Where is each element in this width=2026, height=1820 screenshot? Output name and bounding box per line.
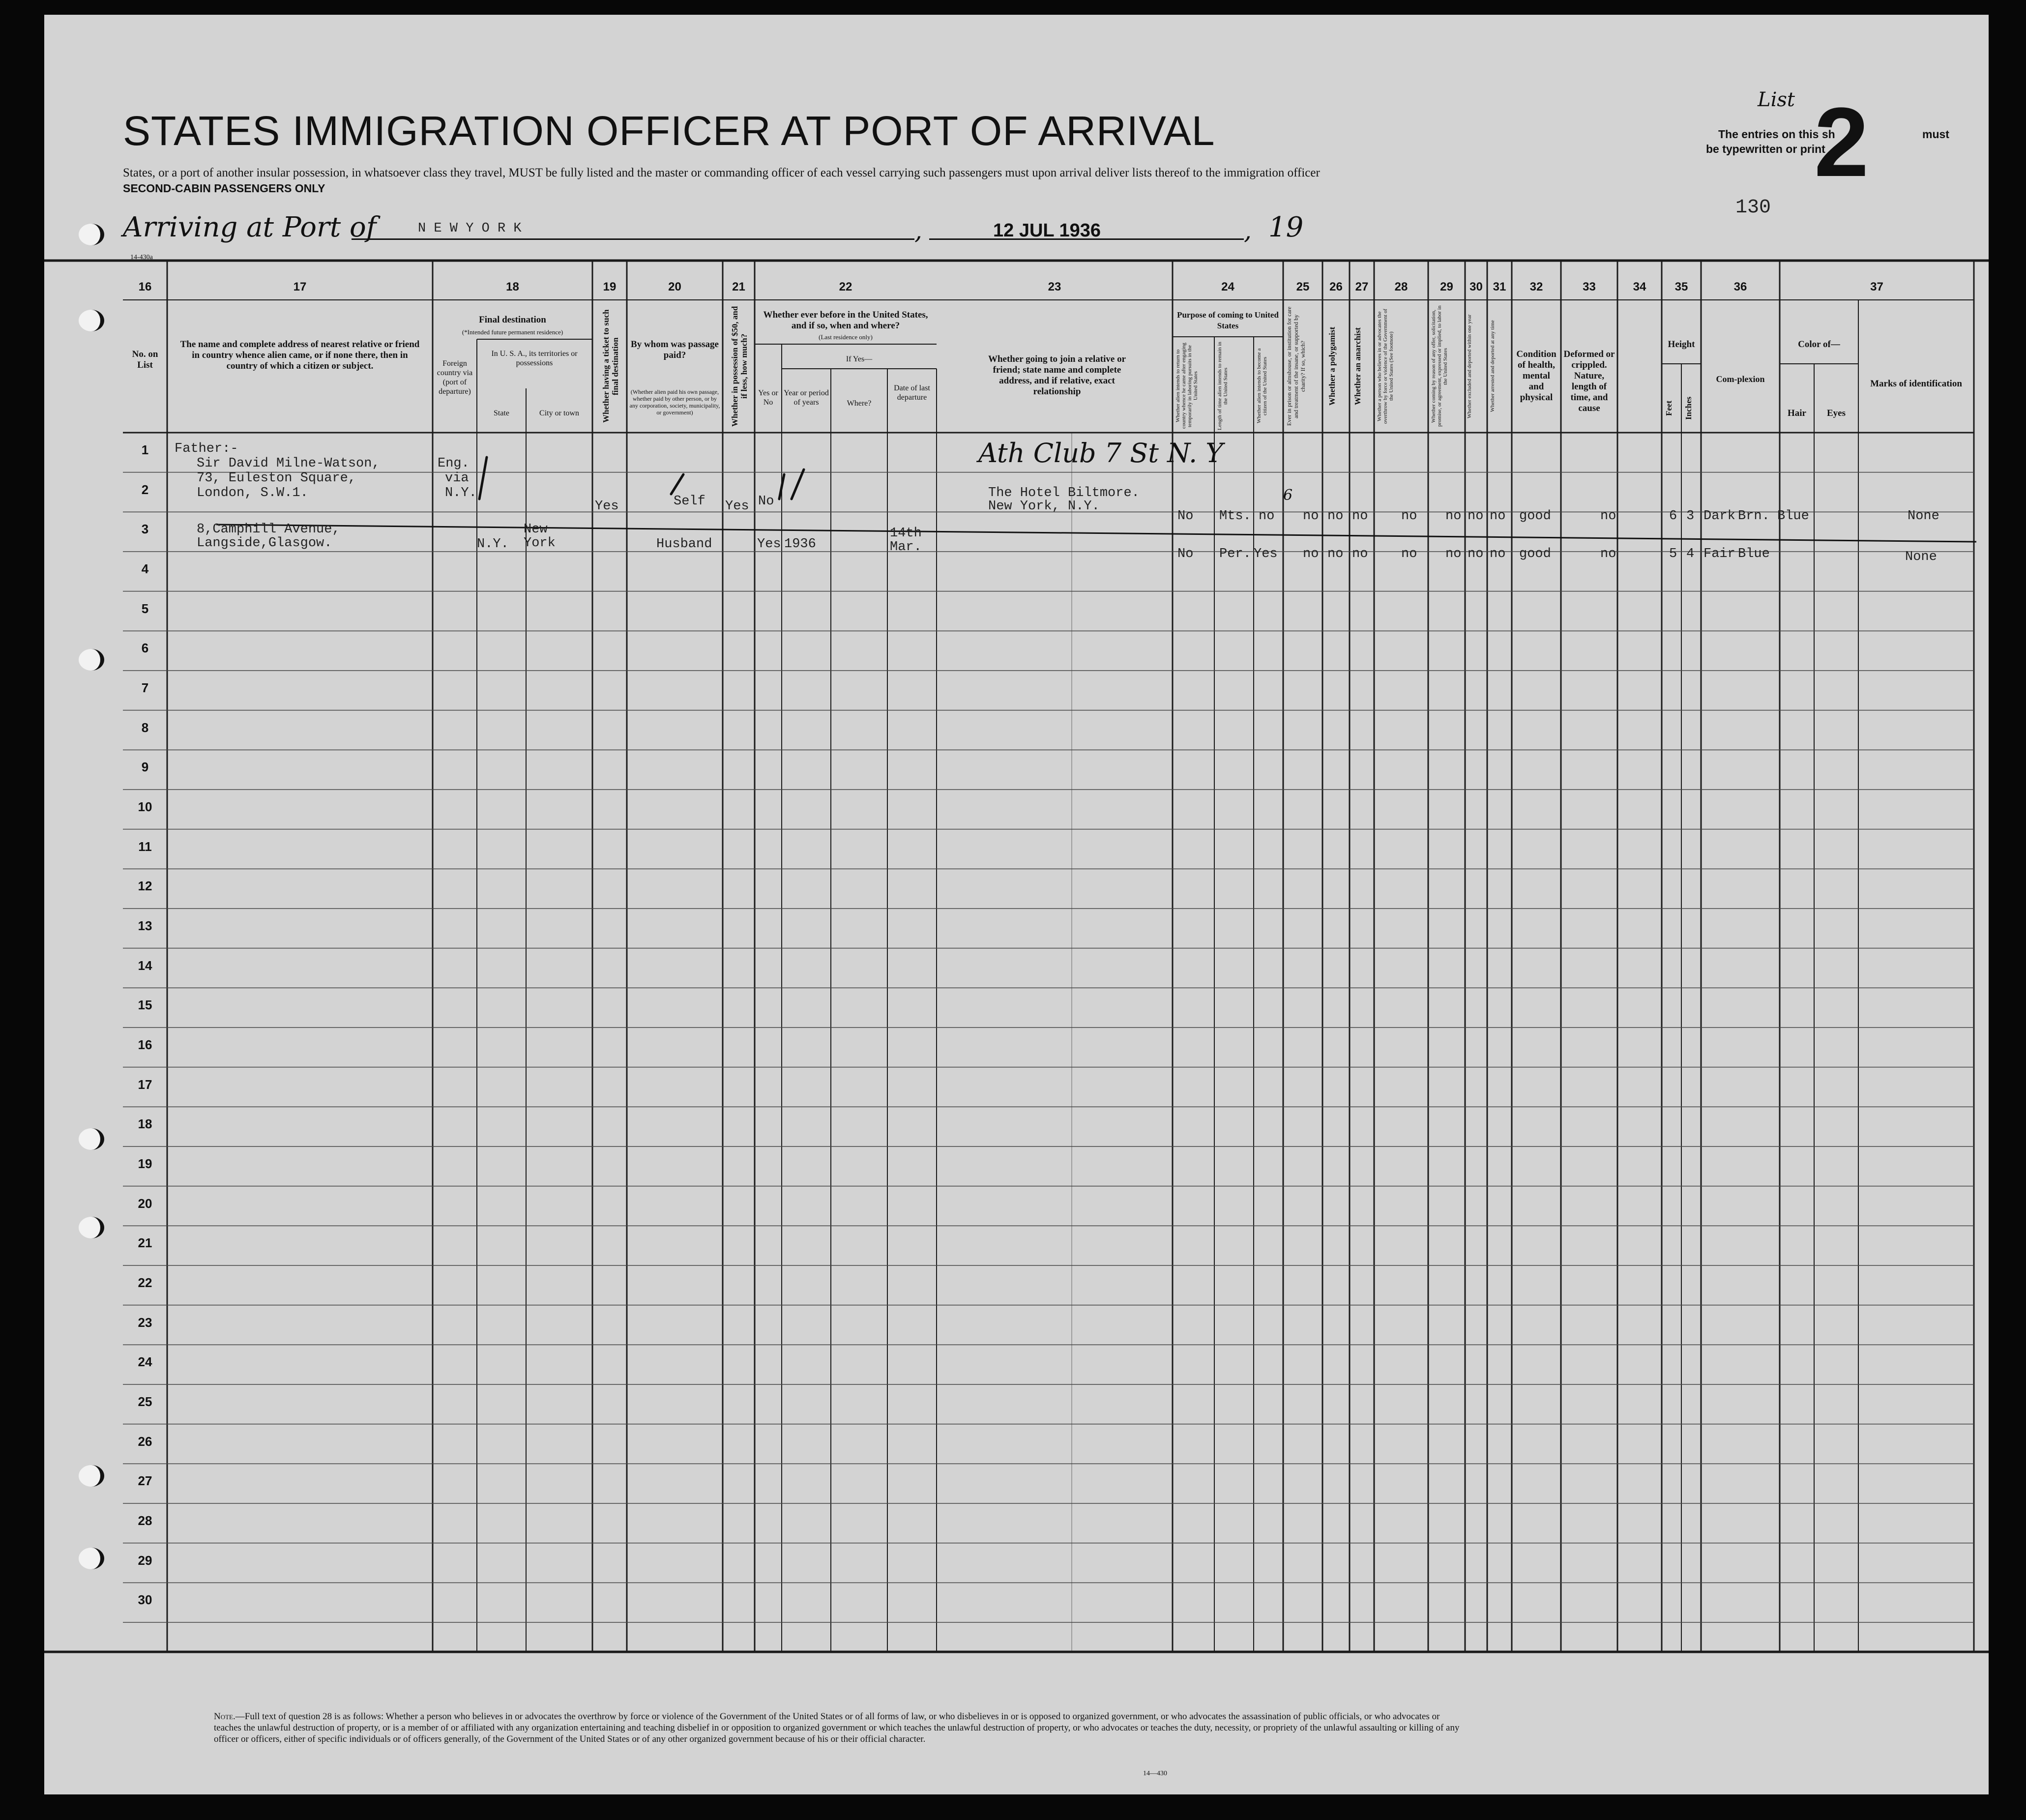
entry-1-joining-handwritten: Ath Club 7 St N. Y xyxy=(978,438,1223,469)
arriving-label: Arriving at Port of xyxy=(123,211,377,243)
entry-2-relative-line-2: Langside,Glasgow. xyxy=(197,536,332,551)
entry-1-feet: 6 xyxy=(1669,509,1677,524)
header-joining: Whether going to join a relative or friend; state name and complete address, and if relative, exact relationship xyxy=(988,354,1126,397)
entry-1-joining-1: The Hotel Biltmore. xyxy=(988,486,1140,500)
col-num: 37 xyxy=(1870,280,1883,294)
header-state: State xyxy=(494,409,509,417)
list-number: 2 xyxy=(1814,88,1869,197)
entry-2-state: N.Y. xyxy=(477,537,509,552)
header-foreign-country: Foreign country via (port of departure) xyxy=(437,359,473,396)
entry-2-question-29: no xyxy=(1445,547,1462,561)
header-ticket: Whether having a ticket to such final destination xyxy=(601,309,620,423)
header-height: Height xyxy=(1668,339,1695,350)
footnote-text: —Full text of question 28 is as follows: Whether a person who believes in or advocates the overthrow by force or violence of the Government of the United States or of all forms of law, or who disbelieves in or is opposed to organized government, or who advocates the assassination of public officials, or who advocates or teaches the unlawful destruction of property, or is a member of or affiliated with any organization entertaining and teaching disbelief in or opposition to organized government or which teaches the unlawful destruction of property, or who advocates or teaches the duty, necessity, or propriety of the unlawful assaulting or killing of any officer or officers, either of specific individuals or of officers generally, of the Government of the United States or of any other organized government because of his or their official character. xyxy=(214,1711,1460,1744)
row-number: 1 xyxy=(141,442,149,457)
entry-1-relative-line-4: London, S.W.1. xyxy=(197,486,308,500)
row-number: 8 xyxy=(141,720,149,735)
header-inches: Inches xyxy=(1684,396,1693,420)
entry-1-eyes: Blue xyxy=(1777,509,1809,524)
entry-2-arrested: no xyxy=(1490,547,1506,561)
col-num: 23 xyxy=(1048,280,1061,294)
class-note: SECOND-CABIN PASSENGERS ONLY xyxy=(123,182,325,195)
entry-2-inches: 4 xyxy=(1686,547,1695,561)
col-num: 19 xyxy=(603,280,617,294)
header-before-us-sub: (Last residence only) xyxy=(819,333,873,341)
header-purpose: Purpose of coming to United States xyxy=(1177,310,1279,330)
entry-1-question-28: no xyxy=(1401,509,1417,524)
row-number: 21 xyxy=(138,1235,152,1251)
date-stamp: 12 JUL 1936 xyxy=(993,220,1101,241)
entry-1-stay: Mts. xyxy=(1219,509,1251,524)
entry-2-hair: Blue xyxy=(1738,547,1770,561)
header-if-yes: If Yes— xyxy=(846,355,873,363)
header-complexion: Com-plexion xyxy=(1716,374,1765,384)
col-num: 24 xyxy=(1221,280,1234,294)
row-number: 23 xyxy=(138,1315,152,1330)
col-num: 20 xyxy=(668,280,681,294)
row-number: 27 xyxy=(138,1473,152,1489)
entry-2-year: 1936 xyxy=(784,537,816,552)
row-number: 16 xyxy=(138,1037,152,1052)
entry-1-deformed: no xyxy=(1600,509,1616,524)
entry-2-paid-by: Husband xyxy=(656,537,712,552)
row-number: 25 xyxy=(138,1394,152,1409)
entries-note-end: must xyxy=(1922,128,1949,141)
row-number: 10 xyxy=(138,799,152,814)
col-num: 32 xyxy=(1529,280,1543,294)
header-hair: Hair xyxy=(1788,408,1806,418)
entry-1-prison: no xyxy=(1303,509,1319,524)
header-deformed: Deformed or crippled. Nature, length of time, and cause xyxy=(1563,349,1615,413)
col-num: 28 xyxy=(1394,280,1408,294)
col-num: 30 xyxy=(1469,280,1483,294)
col-num: 27 xyxy=(1355,280,1369,294)
entry-1-health: good xyxy=(1519,509,1551,524)
entry-2-question-28: no xyxy=(1401,547,1417,561)
col-num: 25 xyxy=(1296,280,1310,294)
header-polygamist: Whether a polygamist xyxy=(1327,326,1337,406)
header-arrested: Whether arrested and deported at any time xyxy=(1490,320,1496,412)
entry-1-citizen: no xyxy=(1259,509,1275,524)
entry-2-citizen: Yes xyxy=(1254,547,1278,561)
header-marks: Marks of identification xyxy=(1870,379,1962,389)
entries-note-2: be typewritten or print xyxy=(1706,143,1825,155)
row-number: 14 xyxy=(138,958,152,973)
header-purpose-length: Length of time alien intends to remain in the United States xyxy=(1217,342,1229,430)
row-number: 9 xyxy=(141,760,149,775)
header-health: Condition of health, mental and physical xyxy=(1516,349,1556,403)
header-where: Where? xyxy=(847,399,872,408)
entry-1-relative-line-2: Sir David Milne-Watson, xyxy=(197,456,380,471)
row-number: 29 xyxy=(138,1553,152,1568)
page-title: STATES IMMIGRATION OFFICER AT PORT OF ARRIVAL xyxy=(123,108,1215,154)
entry-2-departure-2: Mar. xyxy=(890,540,922,555)
entry-2-city-1: New xyxy=(524,522,548,537)
col-num: 16 xyxy=(138,280,152,294)
row-number: 17 xyxy=(138,1077,152,1092)
header-purpose-citizen: Whether alien intends to become a citizen of the United States xyxy=(1256,348,1268,424)
footnote xyxy=(214,1711,1468,1745)
entry-1-complexion: Dark xyxy=(1703,509,1735,524)
row-number: 6 xyxy=(141,641,149,656)
header-question-28: Whether a person who believes in or advocates the overthrow by force or violence of the Government of the United States (See footnote) xyxy=(1377,309,1394,424)
header-final-destination: Final destination xyxy=(479,315,546,325)
row-number: 5 xyxy=(141,601,149,616)
row-number: 19 xyxy=(138,1156,152,1171)
row-number: 28 xyxy=(138,1513,152,1528)
row-number: 20 xyxy=(138,1196,152,1211)
col-num: 35 xyxy=(1674,280,1688,294)
header-final-destination-sub: (*Intended future permanent residence) xyxy=(462,328,563,336)
entry-2-excluded: no xyxy=(1468,547,1484,561)
entry-1-anarchist: no xyxy=(1352,509,1368,524)
page-stamp: 130 xyxy=(1735,197,1771,219)
col-num: 34 xyxy=(1633,280,1646,294)
entry-2-return: No xyxy=(1177,547,1194,561)
header-year: Year or period of years xyxy=(784,389,829,407)
entry-1-paid-by: Self xyxy=(674,494,705,509)
header-prison: Ever in prison or almshouse, or institution for care and treatment of the insane, or supported by charity? If so, which? xyxy=(1286,306,1306,426)
header-city: City or town xyxy=(539,409,579,417)
row-number: 13 xyxy=(138,918,152,933)
row-number: 15 xyxy=(138,998,152,1013)
header-last-departure: Date of last departure xyxy=(894,384,930,402)
col-num: 33 xyxy=(1583,280,1596,294)
entry-2-relative-line-1: 8,Camphill Avenue, xyxy=(197,522,340,537)
entry-1-joining-2: New York, N.Y. xyxy=(988,499,1100,514)
header-eyes: Eyes xyxy=(1827,408,1846,418)
year-prefix: 19 xyxy=(1268,211,1304,243)
header-purpose-return: Whether alien intends to return to country whence he came after engaging temporarily in laboring pursuits in the United States xyxy=(1175,343,1199,429)
port-value: N E W Y O R K xyxy=(418,221,522,236)
header-before-us: Whether ever before in the United States, and if so, when and where? xyxy=(763,310,928,331)
header-excluded: Whether excluded and deported within one year xyxy=(1467,314,1472,418)
form-code: 14-430a xyxy=(130,254,153,261)
entry-1-hair: Brn. xyxy=(1738,509,1770,524)
col-num: 36 xyxy=(1733,280,1747,294)
header-anarchist: Whether an anarchist xyxy=(1353,327,1362,406)
footnote-lead: Note. xyxy=(214,1711,235,1722)
footnote-code: 14—430 xyxy=(1143,1770,1167,1777)
row-number: 22 xyxy=(138,1275,152,1290)
row-number: 18 xyxy=(138,1116,152,1132)
row-number: 30 xyxy=(138,1592,152,1608)
entry-1-arrested: no xyxy=(1490,509,1506,524)
entry-1-foreign-3: N.Y. xyxy=(445,486,477,500)
row-number: 3 xyxy=(141,522,149,537)
entry-2-prison: no xyxy=(1303,547,1319,561)
entry-2-polygamist: no xyxy=(1327,547,1344,561)
list-label: List xyxy=(1758,88,1795,111)
header-passage-note: (Whether alien paid his own passage, whether paid by other person, or by any corporation, society, municipality, or government) xyxy=(629,388,720,416)
header-question-29: Whether coming by reason of any offer, solicitation, promise, or agreement, expressed or implied, to labor in the United States xyxy=(1431,305,1448,427)
entry-2-city-2: York xyxy=(524,536,556,551)
entry-2-feet: 5 xyxy=(1669,547,1677,561)
col-num: 18 xyxy=(506,280,519,294)
entry-2-departure-1: 14th xyxy=(890,526,922,541)
entry-2-health: good xyxy=(1519,547,1551,561)
row-number: 24 xyxy=(138,1354,152,1370)
entry-1-stay-handwritten: 6 xyxy=(1283,487,1293,504)
row-number: 4 xyxy=(141,561,149,576)
header-money: Whether in possession of $50, and if less, how much? xyxy=(730,306,749,427)
header-yes-no: Yes or No xyxy=(758,389,778,407)
entry-1-foreign-1: Eng. xyxy=(438,456,470,471)
header-feet: Feet xyxy=(1664,400,1674,416)
header-no-on-list: No. on List xyxy=(132,349,158,370)
row-number: 26 xyxy=(138,1434,152,1449)
header-relative-address: The name and complete address of nearest relative or friend in country whence alien came, or if none there, then in country of which a citizen or subject. xyxy=(180,339,420,371)
entry-1-before-us: No xyxy=(758,494,774,509)
entry-1-excluded: no xyxy=(1468,509,1484,524)
entry-1-foreign-2: via xyxy=(445,471,469,486)
entry-2-complexion: Fair xyxy=(1703,547,1735,561)
entry-1-question-29: no xyxy=(1445,509,1462,524)
row-number: 11 xyxy=(138,839,152,854)
col-num: 21 xyxy=(732,280,745,294)
header-in-usa: In U. S. A., its territories or possessions xyxy=(491,350,578,367)
header-color-of: Color of— xyxy=(1798,339,1840,350)
entry-1-inches: 3 xyxy=(1686,509,1695,524)
entry-1-marks: None xyxy=(1908,509,1939,524)
instruction-text: States, or a port of another insular possession, in whatsoever class they travel, MUST be fully listed and the master or commanding officer of each vessel carrying such passengers must upon arrival deliver lists thereof to the immigration officer xyxy=(123,166,1320,179)
manifest-sheet xyxy=(44,15,1989,1794)
entry-1-ticket: Yes xyxy=(595,499,619,514)
col-num: 31 xyxy=(1493,280,1506,294)
comma: , xyxy=(1244,216,1252,245)
row-number: 7 xyxy=(141,680,149,695)
entries-note: The entries on this sh xyxy=(1718,128,1835,141)
entry-1-return: No xyxy=(1177,509,1194,524)
col-num: 22 xyxy=(839,280,852,294)
col-num: 17 xyxy=(293,280,307,294)
entry-1-polygamist: no xyxy=(1327,509,1344,524)
comma: , xyxy=(914,216,922,245)
entry-1-relative-line-3: 73, Euleston Square, xyxy=(197,471,356,486)
row-number: 12 xyxy=(138,879,152,894)
header-passage-paid: By whom was passage paid? xyxy=(631,339,719,360)
row-number: 2 xyxy=(141,482,149,497)
entry-2-before-us: Yes xyxy=(757,537,781,552)
entry-2-stay: Per. xyxy=(1219,547,1251,561)
entry-1-relative-line-1: Father:- xyxy=(175,441,238,456)
entry-2-deformed: no xyxy=(1600,547,1616,561)
entry-1-money: Yes xyxy=(725,499,749,514)
col-num: 29 xyxy=(1440,280,1453,294)
col-num: 26 xyxy=(1329,280,1343,294)
entry-2-anarchist: no xyxy=(1352,547,1368,561)
entry-2-marks: None xyxy=(1905,550,1937,564)
